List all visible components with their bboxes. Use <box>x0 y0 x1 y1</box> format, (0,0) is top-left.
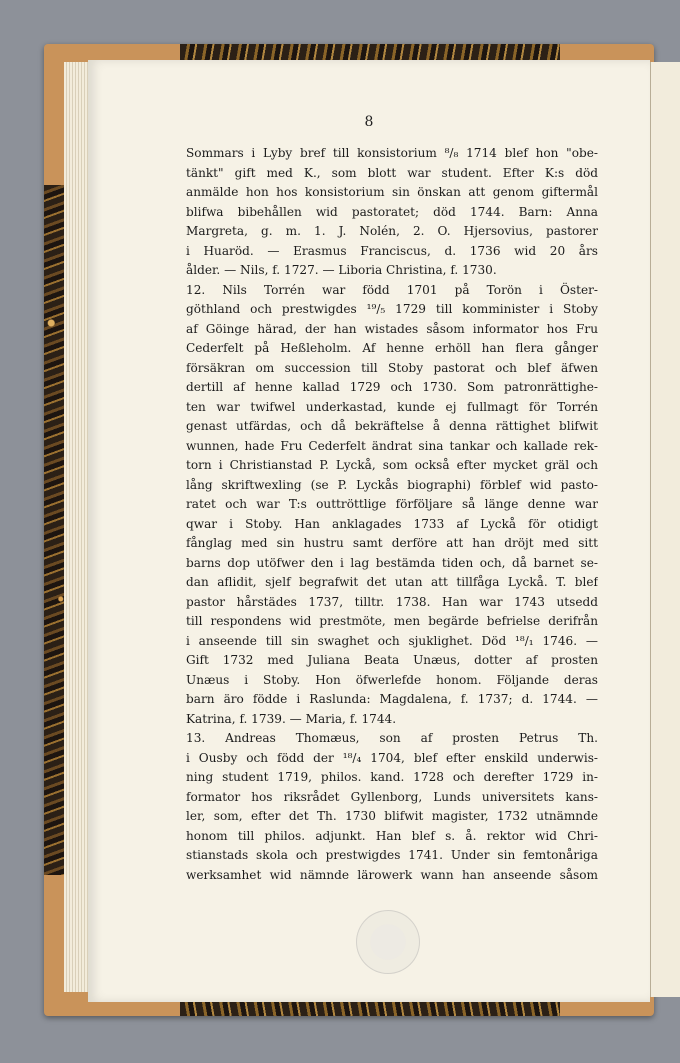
text-line: honom till philos. adjunkt. Han blef s. å. rektor wid Chri- <box>186 828 598 843</box>
text-line: stianstads skola och prestwigdes 1741. Under sin femtonåriga <box>186 848 598 862</box>
page-number: 8 <box>364 114 374 130</box>
text-line: 13. Andreas Thomæus, son af prosten Petrus Th. <box>186 731 598 745</box>
facing-page-edge <box>650 62 680 997</box>
text-line: qwar i Stoby. Han anklagades 1733 af Lyckå för otidigt <box>186 516 598 531</box>
book-page <box>88 60 650 1002</box>
text-line: Cederfelt på Heßleholm. Af henne erhöll han flera gånger <box>186 341 598 355</box>
text-line: i Ousby och född der ¹⁸/₄ 1704, blef efter enskild underwis- <box>186 750 598 765</box>
marbled-cover-bottom <box>180 1000 560 1016</box>
text-line: ratet och war T:s outtröttlige förföljare så länge denne war <box>186 497 598 511</box>
text-line: dan aflidit, sjelf begrafwit det utan att tillfåga Lyckå. T. blef <box>186 575 598 589</box>
text-line: Unæus i Stoby. Hon öfwerlefde honom. Följande deras <box>186 672 598 687</box>
text-line: Gift 1732 med Juliana Beata Unæus, dotter af prosten <box>186 653 598 667</box>
text-line: barns dop utöfwer den i lag bestämda tiden och, då barnet se- <box>186 555 598 570</box>
text-line: af Göinge härad, der han wistades såsom informator hos Fru <box>186 321 598 336</box>
text-line: barn äro födde i Raslunda: Magdalena, f. 1737; d. 1744. — <box>186 692 598 706</box>
text-line: Sommars i Lyby bref till konsistorium ⁸/₈ 1714 blef hon "obe- <box>186 146 598 160</box>
text-line: 12. Nils Torrén war född 1701 på Torön i Öster- <box>186 282 598 297</box>
text-line: genast utfärdas, och då bekräftelse å denna rättighet blifwit <box>186 419 598 433</box>
text-line: Margreta, g. m. 1. J. Nolén, 2. O. Hjersovius, pastorer <box>186 224 598 238</box>
text-line: dertill af henne kallad 1729 och 1730. Som patronrättighe- <box>186 380 598 394</box>
body-text <box>186 144 598 885</box>
text-line: försäkran om succession till Stoby pastorat och blef äfwen <box>186 360 598 375</box>
text-line: tänkt" gift med K., som blott war student. Efter K:s död <box>186 165 598 180</box>
text-line: ålder. — Nils, f. 1727. — Liboria Christina, f. 1730. <box>186 263 497 277</box>
text-line: göthland och prestwigdes ¹⁹/₅ 1729 till komminister i Stoby <box>186 302 598 316</box>
text-line: werksamhet wid nämnde lärowerk wann han anseende såsom <box>186 867 598 882</box>
text-line: fånglag med sin hustru samt derföre att han dröjt med sitt <box>186 536 598 550</box>
text-line: ten war twifwel underkastad, kunde ej fullmagt för Torrén <box>186 399 598 414</box>
text-line: ning student 1719, philos. kand. 1728 och derefter 1729 in- <box>186 770 598 784</box>
text-line: lång skriftwexling (se P. Lyckås biographi) förblef wid pasto- <box>186 477 598 492</box>
text-line: torn i Christianstad P. Lyckå, som också efter mycket gräl och <box>186 458 598 472</box>
text-line: till respondens wid prestmöte, men begärde befrielse derifrån <box>186 614 598 628</box>
text-line: i anseende till sin swaghet och sjuklighet. Död ¹⁸/₁ 1746. — <box>186 633 598 648</box>
embossed-stamp <box>356 910 420 974</box>
text-line: formator hos riksrådet Gyllenborg, Lunds universitets kans- <box>186 789 598 804</box>
text-line: pastor hårstädes 1737, tilltr. 1738. Han war 1743 utsedd <box>186 594 598 609</box>
text-line: wunnen, hade Fru Cederfelt ändrat sina tankar och kallade rek- <box>186 438 598 453</box>
text-line: blifwa bibehållen wid pastoratet; död 1744. Barn: Anna <box>186 204 598 219</box>
text-line: Katrina, f. 1739. — Maria, f. 1744. <box>186 711 397 726</box>
text-line: anmälde hon hos konsistorium sin önskan att genom giftermål <box>186 185 598 199</box>
text-line: i Huaröd. — Erasmus Franciscus, d. 1736 wid 20 års <box>186 243 598 258</box>
text-line: ler, som, efter det Th. 1730 blifwit magister, 1732 utnämnde <box>186 809 598 823</box>
